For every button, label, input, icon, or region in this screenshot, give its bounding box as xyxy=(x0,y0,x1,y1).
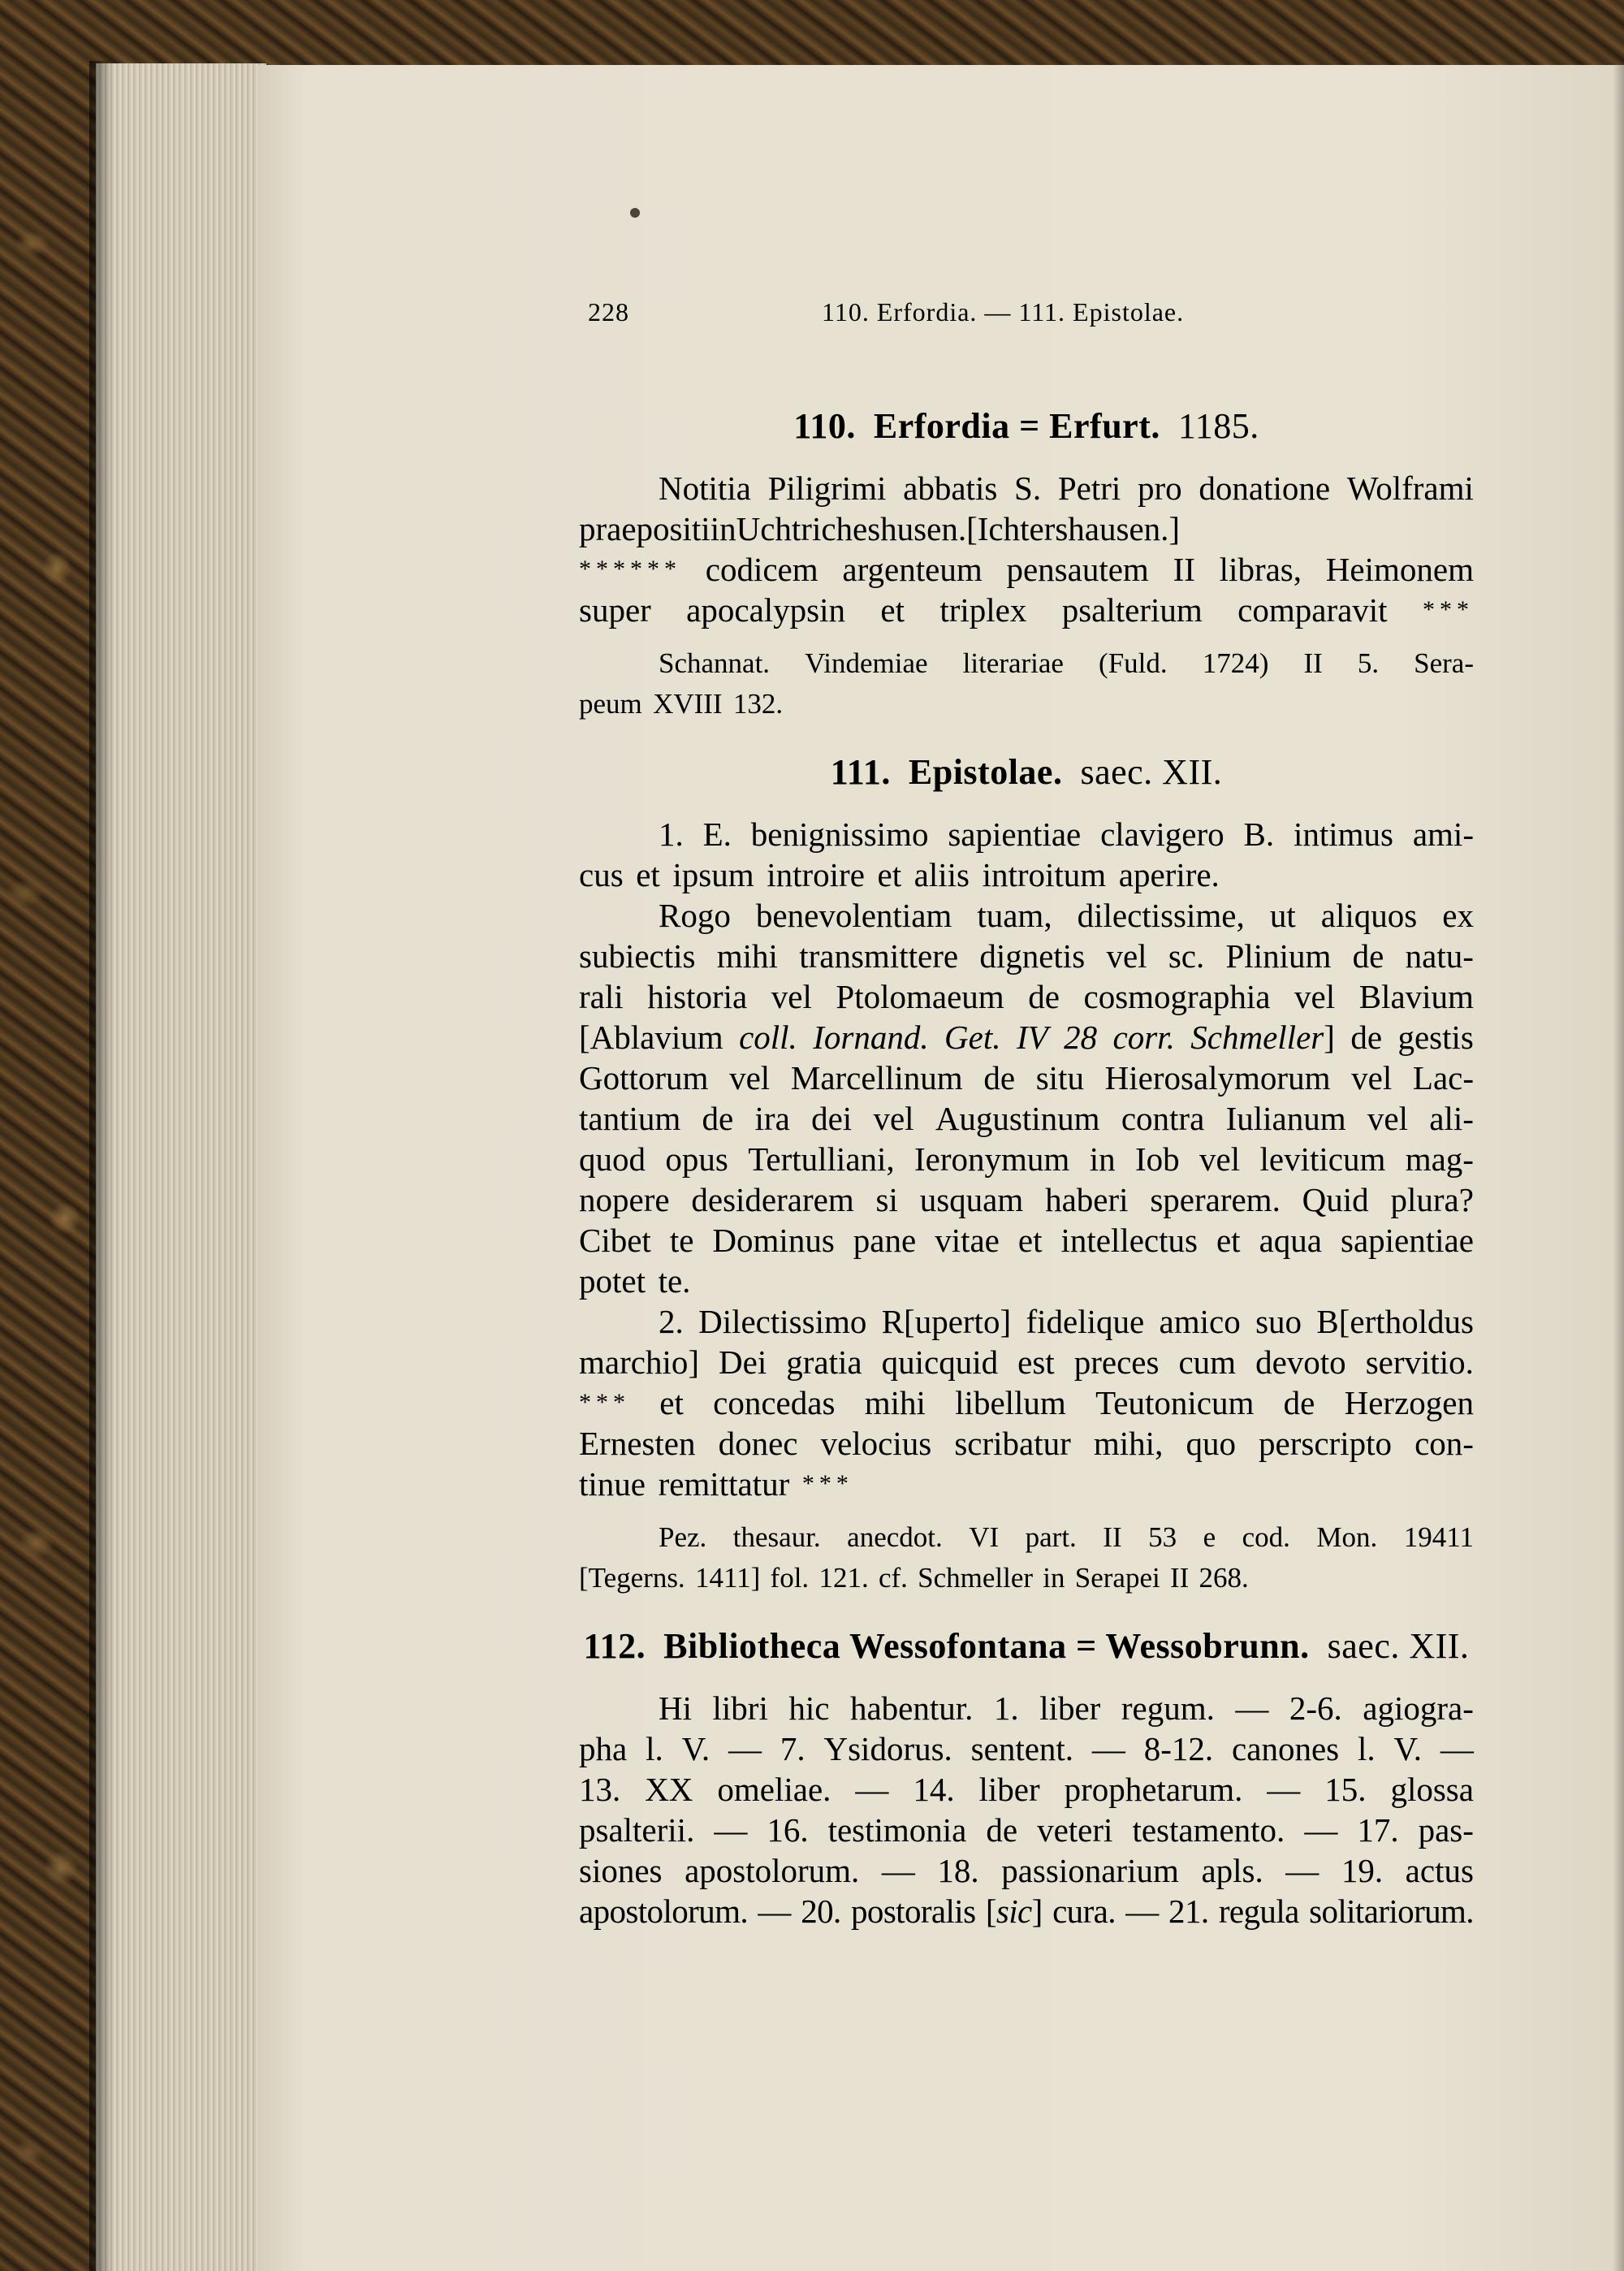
heading-number: 112. xyxy=(583,1626,646,1666)
text-line: nopere desiderarem si usquam haberi sperarem. Quid plura? xyxy=(579,1181,1474,1218)
text-line: *** et concedas mihi libellum Teutonicum de Herzogen xyxy=(579,1384,1474,1421)
section-heading-112 xyxy=(579,1626,1474,1667)
text-line: super apocalypsin et triplex psalterium comparavit *** xyxy=(579,591,1474,629)
ink-spot xyxy=(630,208,640,218)
text-line: apostolorum. — 20. postoralis [sic] cura. — 21. regula solitariorum. xyxy=(579,1892,1474,1930)
text-line: 1. E. benignissimo sapientiae clavigero B. intimus ami- xyxy=(659,815,1474,853)
heading-title: Erfordia = Erfurt. xyxy=(873,406,1160,446)
text-line: Notitia Piligrimi abbatis S. Petri pro donatione Wolframi xyxy=(659,469,1474,507)
text-line: quod opus Tertulliani, Ieronymum in Iob vel leviticum mag- xyxy=(579,1140,1474,1178)
text-line: potet te. xyxy=(579,1262,691,1300)
text-line: [Ablavium coll. Iornand. Get. IV 28 corr. Schmeller] de gestis xyxy=(579,1019,1474,1056)
heading-date: saec. XII. xyxy=(1080,752,1223,792)
text-line: rali historia vel Ptolomaeum de cosmographia vel Blavium xyxy=(579,978,1474,1015)
text-line: ****** codicem argenteum pensautem II libras, Heimonem xyxy=(579,551,1474,588)
heading-date: saec. XII. xyxy=(1327,1626,1470,1666)
heading-title: Bibliotheca Wessofontana = Wessobrunn. xyxy=(663,1626,1310,1666)
reference-line: Pez. thesaur. anecdot. VI part. II 53 e cod. Mon. 19411 xyxy=(659,1521,1474,1553)
page-number: 228 xyxy=(588,297,629,327)
running-head xyxy=(588,297,1481,338)
text-line: 2. Dilectissimo R[uperto] fidelique amico suo B[ertholdus xyxy=(659,1303,1474,1340)
text-line: psalterii. — 16. testimonia de veteri testamento. — 17. pas- xyxy=(579,1811,1474,1849)
text-line: Hi libri hic habentur. 1. liber regum. — 2-6. agiogra- xyxy=(659,1689,1474,1727)
text-line: tinue remittatur *** xyxy=(579,1465,853,1503)
running-head-title: 110. Erfordia. — 111. Epistolae. xyxy=(822,297,1185,327)
text-line: pha l. V. — 7. Ysidorus. sentent. — 8-12. canones l. V. — xyxy=(579,1730,1474,1767)
page-text xyxy=(579,406,1474,1931)
page-edges xyxy=(96,63,266,2271)
section-heading-110 xyxy=(579,406,1474,447)
page-right-edge xyxy=(1613,65,1624,2271)
text-line: tantium de ira dei vel Augustinum contra Iulianum vel ali- xyxy=(579,1100,1474,1137)
heading-number: 111. xyxy=(830,752,891,792)
text-line: 13. XX omeliae. — 14. liber prophetarum. — 15. glossa xyxy=(579,1771,1474,1808)
heading-title: Epistolae. xyxy=(908,752,1063,792)
text-line: praepositi in Uchtricheshusen. [Ichtershausen.] xyxy=(579,510,1181,547)
section-heading-111 xyxy=(579,752,1474,793)
reference-line: peum XVIII 132. xyxy=(579,688,784,720)
text-line: Rogo benevolentiam tuam, dilectissime, ut aliquos ex xyxy=(659,897,1474,934)
text-line: subiectis mihi transmittere dignetis vel sc. Plinium de natu- xyxy=(579,937,1474,975)
text-line: marchio] Dei gratia quicquid est preces cum devoto servitio. xyxy=(579,1343,1474,1381)
text-line: cus et ipsum introire et aliis introitum aperire. xyxy=(579,856,1220,893)
spine-shadow xyxy=(89,61,114,2271)
reference-line: Schannat. Vindemiae literariae (Fuld. 1724) II 5. Sera- xyxy=(659,647,1474,679)
reference-line: [Tegerns. 1411] fol. 121. cf. Schmeller in Serapei II 268. xyxy=(579,1562,1249,1594)
heading-date: 1185. xyxy=(1177,406,1259,446)
heading-number: 110. xyxy=(793,406,856,446)
text-line: siones apostolorum. — 18. passionarium apls. — 19. actus xyxy=(579,1852,1474,1889)
text-line: Ernesten donec velocius scribatur mihi, quo perscripto con- xyxy=(579,1425,1474,1462)
text-line: Cibet te Dominus pane vitae et intellectus et aqua sapientiae xyxy=(579,1222,1474,1259)
text-line: Gottorum vel Marcellinum de situ Hierosalymorum vel Lac- xyxy=(579,1059,1474,1097)
